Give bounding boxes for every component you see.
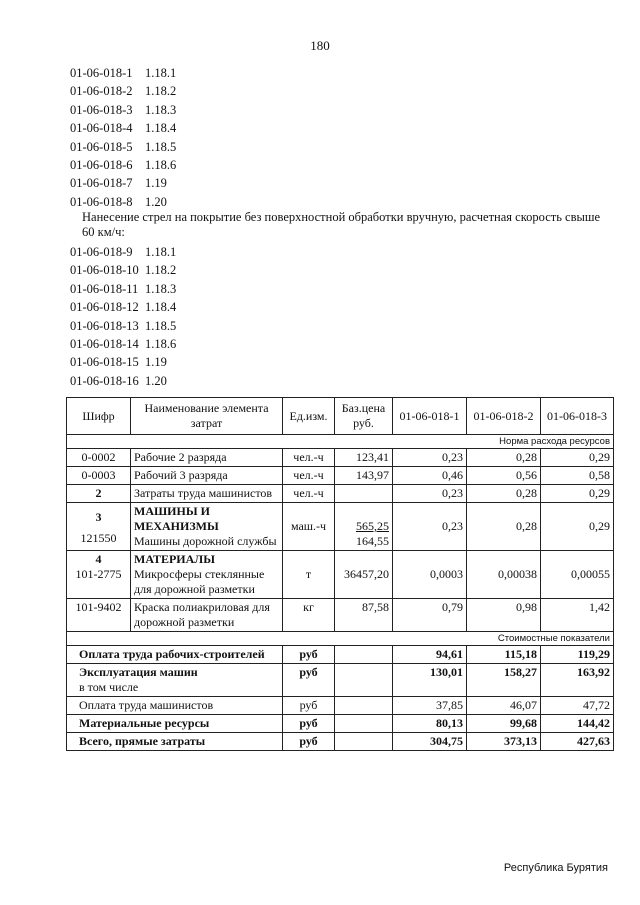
cost-value-3: 144,42 [541,715,614,733]
cell-code: 0-0002 [67,449,131,467]
cost-unit: руб [283,715,335,733]
cell-value-3: 0,29 [541,503,614,551]
cell-price: 36457,20 [335,551,393,599]
cell-price: 143,97 [335,467,393,485]
section-row [67,435,614,449]
code-row [70,156,176,174]
cell-unit: чел.-ч [283,449,335,467]
section-costs-label: Стоимостные показатели [67,632,614,646]
cell-name: Краска полиакриловая для дорожной разметки [131,599,283,632]
code-row [70,280,176,298]
cost-price-empty [335,697,393,715]
header-col2: 01-06-018-2 [467,398,541,435]
cost-unit: руб [283,697,335,715]
cost-value-3: 119,29 [541,646,614,664]
cell-code: 2 [67,485,131,503]
header-name: Наименование элемента затрат [131,398,283,435]
table-row [67,599,614,632]
code-row [70,353,176,371]
code-row [70,193,176,211]
cost-value-2: 115,18 [467,646,541,664]
section-row [67,632,614,646]
code-ref: 1.18.4 [145,300,177,315]
code-row [70,174,176,192]
code: 01-06-018-14 [70,337,139,352]
code: 01-06-018-13 [70,318,139,333]
cell-value-1: 0,0003 [393,551,467,599]
code: 01-06-018-16 [70,373,139,388]
code: 01-06-018-2 [70,84,133,99]
cell-value-2: 0,28 [467,485,541,503]
cell-value-2: 0,28 [467,503,541,551]
table-row [67,485,614,503]
table-header-row [67,398,614,435]
code-ref: 1.20 [145,373,167,388]
cell-code-group [67,551,131,599]
code: 01-06-018-12 [70,300,139,315]
header-col3: 01-06-018-3 [541,398,614,435]
header-col1: 01-06-018-1 [393,398,467,435]
cell-name: Рабочий 3 разряда [131,467,283,485]
work-description: Нанесение стрел на покрытие без поверхностной обработки вручную, расчетная скорость свыше 60 км/ч: [82,210,601,239]
cell-unit: кг [283,599,335,632]
cell-unit: т [283,551,335,599]
cell-value-1: 0,23 [393,503,467,551]
cell-value-3: 0,29 [541,485,614,503]
cost-name: Эксплуатация машин [79,665,198,679]
code-row [70,82,176,100]
cost-value-1: 94,61 [393,646,467,664]
cost-value-1: 37,85 [393,697,467,715]
code-ref: 1.20 [145,194,167,209]
cost-name: Всего, прямые затраты [67,733,283,751]
code-row [70,138,176,156]
code: 01-06-018-3 [70,102,133,117]
cost-value-3: 427,63 [541,733,614,751]
code: 01-06-018-8 [70,194,133,209]
cost-value-3: 163,92 [541,664,614,697]
code-ref: 1.19 [145,355,167,370]
cell-unit: маш.-ч [283,503,335,551]
code-row [70,261,176,279]
cost-price-empty [335,664,393,697]
code: 01-06-018-9 [70,245,133,259]
cost-price-empty [335,733,393,751]
code-ref: 1.18.3 [145,281,177,296]
code: 01-06-018-7 [70,176,133,191]
cost-price-empty [335,715,393,733]
cell-code: 4 [95,552,102,566]
cell-name: Затраты труда машинистов [131,485,283,503]
cell-code: 0-0003 [67,467,131,485]
cell-value-2: 0,28 [467,449,541,467]
cost-row [67,646,614,664]
code-ref: 1.18.5 [145,139,177,154]
price-line-1: 565,25 [356,519,389,533]
code: 01-06-018-15 [70,355,139,370]
table-row [67,449,614,467]
cost-row [67,664,614,697]
resource-norms-table [66,397,614,751]
code-list-2 [70,243,176,390]
cell-price [335,485,393,503]
cost-subnote: в том числе [79,680,139,694]
cost-name: Оплата труда машинистов [67,697,283,715]
code-row [70,317,176,335]
cell-price [335,503,393,551]
code-ref: 1.18.3 [145,102,177,117]
cost-unit: руб [283,646,335,664]
code-ref: 1.18.2 [145,84,177,99]
cell-name: Машины дорожной службы [134,534,277,548]
cost-row [67,715,614,733]
cell-code: 101-2775 [75,567,122,581]
code-row [70,298,176,316]
cost-unit: руб [283,733,335,751]
cell-value-1: 0,79 [393,599,467,632]
group-heading: МАТЕРИАЛЫ [134,552,215,566]
cell-unit: чел.-ч [283,485,335,503]
code-ref: 1.19 [145,176,167,191]
cost-value-2: 373,13 [467,733,541,751]
code-ref: 1.18.2 [145,263,177,278]
code-ref: 1.18.4 [145,121,177,136]
cell-value-1: 0,46 [393,467,467,485]
cost-value-2: 99,68 [467,715,541,733]
cell-value-3: 0,58 [541,467,614,485]
cell-value-3: 0,29 [541,449,614,467]
cell-code: 121550 [80,531,117,545]
footer-region: Республика Бурятия [503,862,608,874]
cost-value-1: 130,01 [393,664,467,697]
cell-value-2: 0,56 [467,467,541,485]
cell-code-group [67,503,131,551]
code: 01-06-018-6 [70,158,133,173]
code-row [70,119,176,137]
cost-unit: руб [283,664,335,697]
cost-value-1: 304,75 [393,733,467,751]
cell-value-3: 1,42 [541,599,614,632]
cost-value-1: 80,13 [393,715,467,733]
cell-value-1: 0,23 [393,449,467,467]
code-ref: 1.18.5 [145,318,177,333]
code: 01-06-018-11 [70,281,139,296]
cost-name: Материальные ресурсы [67,715,283,733]
cell-price: 123,41 [335,449,393,467]
price-line-2: 164,55 [356,534,389,548]
cell-unit: чел.-ч [283,467,335,485]
header-code: Шифр [67,398,131,435]
header-price: Баз.цена руб. [335,398,393,435]
cell-value-2: 0,98 [467,599,541,632]
cell-code: 101-9402 [67,599,131,632]
code-row [70,243,176,261]
table-row [67,467,614,485]
code-row [70,372,176,390]
code-ref: 1.18.6 [145,337,177,352]
header-unit: Ед.изм. [283,398,335,435]
section-norms-label: Норма расхода ресурсов [67,435,614,449]
code-ref: 1.18.1 [145,66,177,80]
page-number: 180 [310,38,330,53]
cost-name: Оплата труда рабочих-строителей [67,646,283,664]
code-ref: 1.18.1 [145,245,177,259]
code-row [70,64,176,82]
group-heading: МАШИНЫ И МЕХАНИЗМЫ [134,504,219,533]
code: 01-06-018-1 [70,66,133,80]
cost-price-empty [335,646,393,664]
cost-name-group [67,664,283,697]
cost-value-2: 46,07 [467,697,541,715]
cell-value-2: 0,00038 [467,551,541,599]
cell-name-group [131,551,283,599]
table-row [67,551,614,599]
cell-value-1: 0,23 [393,485,467,503]
cell-code: 3 [95,510,102,524]
cost-value-2: 158,27 [467,664,541,697]
cell-name-group [131,503,283,551]
code-ref: 1.18.6 [145,158,177,173]
cell-name: Микросферы стеклянные для дорожной разметки [134,567,265,596]
cost-row [67,697,614,715]
cost-row [67,733,614,751]
cost-value-3: 47,72 [541,697,614,715]
table-row [67,503,614,551]
code-row [70,335,176,353]
code: 01-06-018-4 [70,121,133,136]
code-row [70,101,176,119]
cell-price: 87,58 [335,599,393,632]
code: 01-06-018-10 [70,263,139,278]
cell-name: Рабочие 2 разряда [131,449,283,467]
code-list-1 [70,64,176,211]
cell-value-3: 0,00055 [541,551,614,599]
code: 01-06-018-5 [70,139,133,154]
